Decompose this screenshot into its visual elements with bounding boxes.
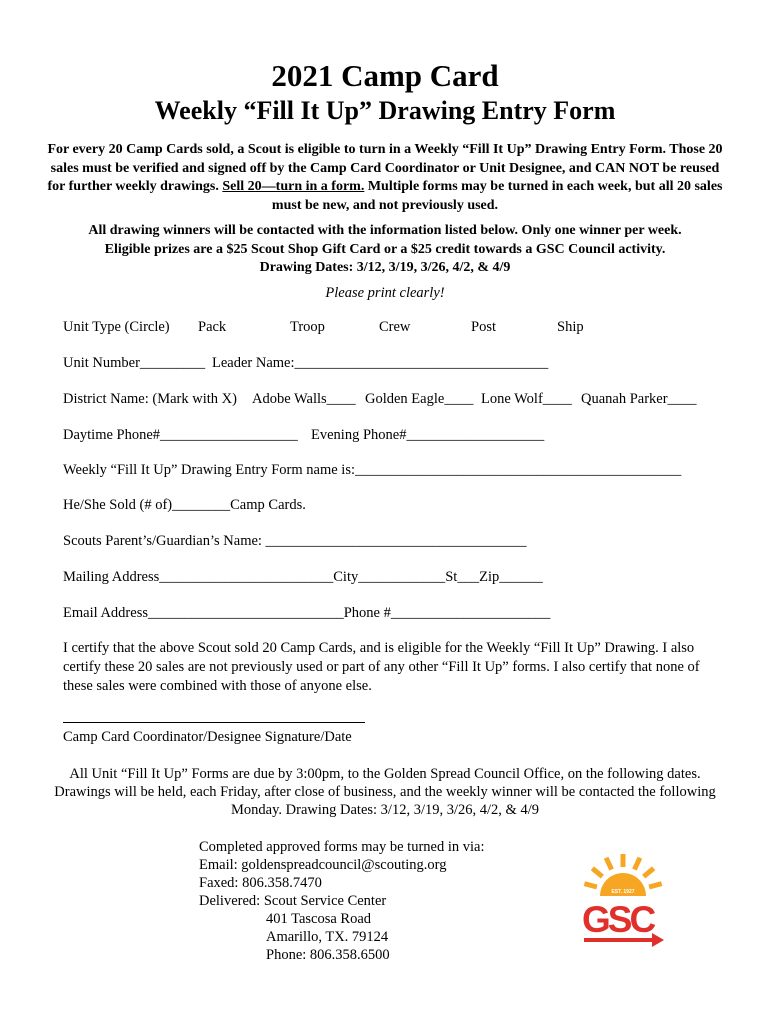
unit-type-label: Unit Type (Circle) bbox=[63, 319, 170, 335]
mailing-address-field[interactable]: Mailing Address________________________City____________St___Zip______ bbox=[63, 569, 543, 585]
due-notice: All Unit “Fill It Up” Forms are due by 3:00pm, to the Golden Spread Council Office, on the following dates. Drawings will be held, each Friday, after close of business, and the weekly winner will be contacted the following Monday. Drawing Dates: 3/12, 3/19, 3/26, 4/2, & 4/9 bbox=[54, 766, 716, 819]
parent-name-field[interactable]: Scouts Parent’s/Guardian’s Name: ____________________________________ bbox=[63, 533, 527, 549]
evening-phone-field[interactable]: Evening Phone#___________________ bbox=[311, 427, 545, 443]
logo-established: EST. 1927 bbox=[611, 889, 635, 895]
intro-text-b: Multiple forms may be turned in each week, but all 20 sales must be new, and not previously used. bbox=[271, 179, 723, 213]
district-golden-eagle[interactable]: Golden Eagle____ bbox=[365, 391, 474, 407]
submission-address-1: 401 Tascosa Road bbox=[266, 911, 372, 927]
signature-line[interactable] bbox=[63, 722, 365, 723]
submission-fax: Faxed: 806.358.7470 bbox=[199, 875, 322, 891]
district-label: District Name: (Mark with X) bbox=[63, 391, 237, 407]
submission-heading: Completed approved forms may be turned in via: bbox=[199, 839, 485, 855]
signature-label: Camp Card Coordinator/Designee Signature/Date bbox=[63, 729, 352, 745]
unit-type-crew[interactable]: Crew bbox=[379, 319, 411, 335]
winners-line-2: Eligible prizes are a $25 Scout Shop Gift Card or a $25 credit towards a GSC Council activity. bbox=[104, 241, 666, 257]
submission-address-2: Amarillo, TX. 79124 bbox=[266, 929, 389, 945]
page-title: 2021 Camp Card bbox=[271, 58, 499, 93]
intro-paragraph bbox=[40, 141, 730, 215]
unit-type-pack[interactable]: Pack bbox=[198, 319, 227, 335]
unit-type-ship[interactable]: Ship bbox=[557, 319, 584, 335]
winners-paragraph bbox=[40, 222, 730, 278]
district-adobe-walls[interactable]: Adobe Walls____ bbox=[252, 391, 356, 407]
daytime-phone-field[interactable]: Daytime Phone#___________________ bbox=[63, 427, 298, 443]
submission-email[interactable]: Email: goldenspreadcouncil@scouting.org bbox=[199, 857, 447, 873]
unit-type-troop[interactable]: Troop bbox=[290, 319, 325, 335]
email-phone-field[interactable]: Email Address___________________________Phone #______________________ bbox=[63, 605, 551, 621]
logo-letters: GSC bbox=[582, 899, 654, 940]
intro-text-underlined: Sell 20—turn in a form. bbox=[222, 179, 365, 195]
print-instruction: Please print clearly! bbox=[325, 285, 445, 301]
unit-type-post[interactable]: Post bbox=[471, 319, 496, 335]
submission-phone: Phone: 806.358.6500 bbox=[266, 947, 390, 963]
intro-text-a: For every 20 Camp Cards sold, a Scout is eligible to turn in a Weekly “Fill It Up” Drawing Entry Form. Those 20 sales must be verified and signed off by the Camp Card Coordinator or Unit Designee, and CAN NOT be reused for further weekly drawings. bbox=[47, 142, 723, 195]
unit-number-field[interactable]: Unit Number_________ bbox=[63, 355, 206, 371]
entry-form-name-field[interactable]: Weekly “Fill It Up” Drawing Entry Form name is:_____________________________________________ bbox=[63, 462, 682, 478]
winners-line-1: All drawing winners will be contacted with the information listed below. Only one winner per week. bbox=[88, 223, 682, 238]
winners-line-3: Drawing Dates: 3/12, 3/19, 3/26, 4/2, & 4/9 bbox=[259, 260, 511, 276]
leader-name-field[interactable]: Leader Name:___________________________________ bbox=[212, 355, 549, 371]
gsc-logo bbox=[578, 854, 668, 954]
certification-text: I certify that the above Scout sold 20 Camp Cards, and is eligible for the Weekly “Fill It Up” Drawing. I also certify these 20 sales are not previously used or part of any other “Fill It Up” forms. I also certify that none of these sales were combined with those of anyone else. bbox=[63, 640, 700, 695]
submission-delivered: Delivered: Scout Service Center bbox=[199, 893, 387, 909]
district-lone-wolf[interactable]: Lone Wolf____ bbox=[481, 391, 572, 407]
cards-sold-field[interactable]: He/She Sold (# of)________Camp Cards. bbox=[63, 497, 306, 513]
page-subtitle: Weekly “Fill It Up” Drawing Entry Form bbox=[154, 96, 616, 125]
district-quanah-parker[interactable]: Quanah Parker____ bbox=[581, 391, 697, 407]
